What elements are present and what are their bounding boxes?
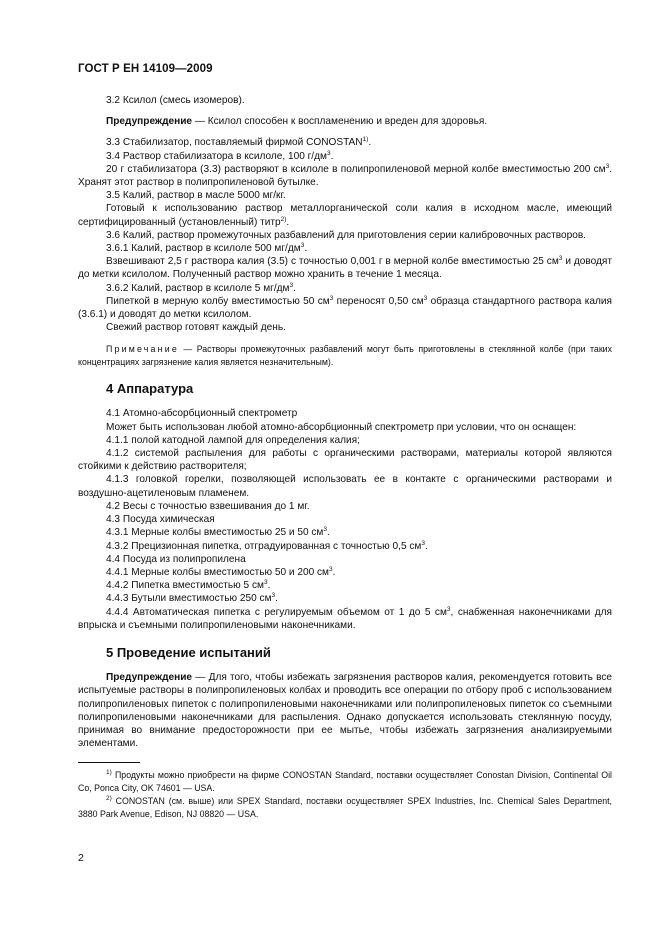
superscript: 3 bbox=[329, 294, 334, 302]
warning-label: Предупреждение bbox=[106, 672, 193, 684]
paragraph-4-2: 4.2 Весы с точностью взвешивания до 1 мг. bbox=[106, 500, 310, 512]
footnote-mark: 2) bbox=[106, 795, 112, 803]
paragraph-4-1-3: 4.1.3 головкой горелки, позволяющей использовать ее в контакте с органическими растворами и воздушно-ацетиленовым пламенем. bbox=[78, 474, 612, 499]
paragraph-4-4-2 bbox=[78, 579, 612, 592]
paragraph-3-3 bbox=[78, 136, 612, 149]
text: 4.4.1 Мерные колбы вместимостью 50 и 200 см bbox=[106, 566, 329, 578]
footnote-text: Продукты можно приобрести на фирме CONOSTAN Standard, поставки осуществляет Conostan Division, Continental Oil Co, Ponca City, OK 74601 — USA. bbox=[78, 770, 612, 794]
superscript: 3 bbox=[558, 255, 563, 263]
superscript: 3 bbox=[328, 565, 333, 573]
superscript: 3 bbox=[446, 605, 451, 613]
paragraph-3-5: 3.5 Калий, раствор в масле 5000 мг/кг. bbox=[106, 190, 286, 202]
paragraph-3-2: 3.2 Ксилол (смесь изомеров). bbox=[106, 95, 245, 106]
note-text: — Растворы промежуточных разбавлений могут быть приготовлены в стеклянной колбе (при таких концентрациях загрязнение калия является незначительным). bbox=[78, 344, 612, 367]
text: Взвешивают 2,5 г раствора калия (3.5) с точностью 0,001 г в мерной колбе вместимостью 25 см bbox=[106, 256, 559, 268]
superscript: 3 bbox=[263, 579, 268, 587]
superscript: 3 bbox=[289, 281, 294, 289]
paragraph-fresh: Свежий раствор готовят каждый день. bbox=[106, 322, 286, 334]
text: 4.4.4 Автоматическая пипетка с регулируемым объемом от 1 до 5 см bbox=[106, 606, 447, 618]
superscript: 3 bbox=[323, 526, 327, 534]
text: переносят 0,50 см bbox=[333, 295, 424, 307]
footnote-1 bbox=[78, 769, 612, 795]
note-label: Примечание bbox=[106, 344, 179, 355]
text: 20 г стабилизатора (3.3) растворяют в ксилоле в полипропиленовой мерной колбе вместимостью 200 см bbox=[106, 163, 606, 175]
section-5-title: 5 Проведение испытаний bbox=[106, 644, 271, 660]
superscript: 3 bbox=[271, 592, 276, 600]
paragraph-3-6-1 bbox=[78, 242, 612, 255]
text: 4.3.1 Мерные колбы вместимостью 25 и 50 см bbox=[106, 527, 324, 539]
text: 4.4.2 Пипетка вместимостью 5 см bbox=[106, 580, 264, 592]
text: . Хранят этот раствор в полипропиленовой бутылке. bbox=[78, 163, 612, 189]
footnote-ref: 1) bbox=[362, 136, 369, 144]
paragraph-4-1-1: 4.1.1 полой катодной лампой для определения калия; bbox=[106, 434, 360, 446]
paragraph-4-4: 4.4 Посуда из полипропилена bbox=[106, 553, 246, 565]
text: . bbox=[304, 243, 308, 255]
paragraph-3-6-2 bbox=[78, 282, 612, 295]
text: . bbox=[267, 580, 271, 592]
paragraph-4-4-4 bbox=[78, 606, 612, 632]
superscript: 3 bbox=[300, 242, 305, 250]
text: . bbox=[327, 527, 330, 539]
footnote-ref: 2) bbox=[280, 215, 287, 223]
paragraph-ready-solution bbox=[78, 202, 612, 228]
paragraph-4-1-2: 4.1.2 системой распыления для работы с органическими растворами, материалы которой являются стойкими к действию растворителя; bbox=[78, 448, 612, 473]
text: . bbox=[368, 137, 372, 149]
paragraph-weigh bbox=[78, 255, 612, 281]
text: 4.3.2 Прецизионная пипетка, отградуированная с точностью 0,5 см bbox=[106, 540, 422, 552]
text: 3.4 Раствор стабилизатора в ксилоле, 100 г/дм bbox=[106, 150, 327, 162]
text: Готовый к использованию раствор металлорганической соли калия в исходном масле, имеющий сертифицированный (установленный) титр bbox=[78, 203, 612, 228]
page-header: ГОСТ Р ЕН 14109—2009 bbox=[78, 63, 213, 75]
superscript: 3 bbox=[605, 162, 610, 170]
text: . bbox=[330, 150, 334, 162]
text: и доводят до метки ксилолом. Полученный раствор можно хранить в течение 1 месяца. bbox=[78, 256, 613, 281]
text: 3.6.1 Калий, раствор в ксилоле 500 мг/дм bbox=[106, 243, 301, 255]
paragraph-4-3-2 bbox=[78, 540, 612, 553]
paragraph-spectrometer: Может быть использован любой атомно-абсорбционный спектрометр при условии, что он оснащен: bbox=[106, 421, 577, 433]
superscript: 3 bbox=[326, 149, 331, 157]
text: 3.6.2 Калий, раствор в ксилоле 5 мг/дм bbox=[106, 282, 290, 294]
text: 3.3 Стабилизатор, поставляемый фирмой CONOSTAN bbox=[106, 137, 363, 149]
text: . bbox=[275, 593, 278, 605]
text: образца стандартного раствора калия (3.6.1) и доводят до метки ксилолом. bbox=[78, 295, 612, 321]
warning-text: — Для того, чтобы избежать загрязнения растворов калия, рекомендуется готовить все испытуемые растворы в полипропиленовых колбах и проводить все операции по отбору проб с использованием полипропиленовых пипеток с полипропиленовыми наконечниками или полипропиленовых пипеток со съемными полипропиленовыми наконечниками для распыления. Однако допускается использовать стеклянную посуду, принимая во внимание предосторожности при ее мытье, чтобы избежать загрязнения анализируемыми элементами. bbox=[78, 672, 612, 750]
warning-xylene bbox=[78, 115, 612, 128]
paragraph-4-4-1 bbox=[78, 566, 612, 579]
paragraph-3-6: 3.6 Калий, раствор промежуточных разбавлений для приготовления серии калибровочных растворов. bbox=[106, 229, 586, 241]
warning-text: — Ксилол способен к воспламенению и вреден для здоровья. bbox=[192, 116, 488, 128]
paragraph-stabilizer bbox=[78, 163, 612, 189]
paragraph-4-3: 4.3 Посуда химическая bbox=[106, 514, 215, 526]
paragraph-4-4-3 bbox=[78, 592, 612, 605]
page-number: 2 bbox=[78, 852, 84, 864]
footnote-divider bbox=[78, 762, 140, 763]
text: , снабженная наконечниками для впрыска и съемными полипропиленовыми наконечниками. bbox=[78, 606, 613, 631]
text: . bbox=[424, 540, 428, 552]
footnote-text: CONOSTAN (см. выше) или SPEX Standard, поставки осуществляет SPEX Industries, Inc. Chemical Sales Department, 3880 Park Avenue, Edison, NJ 08820 — USA. bbox=[78, 796, 612, 820]
text: 4.4.3 Бутыли вместимостью 250 см bbox=[106, 593, 272, 605]
warning-contamination bbox=[78, 671, 612, 750]
paragraph-4-3-1 bbox=[78, 526, 612, 539]
section-4-title: 4 Аппаратура bbox=[106, 381, 194, 397]
text: . bbox=[286, 216, 290, 228]
paragraph-3-4 bbox=[78, 150, 612, 163]
paragraph-pipette bbox=[78, 295, 612, 321]
warning-label: Предупреждение bbox=[106, 116, 193, 128]
document-body bbox=[78, 94, 612, 821]
paragraph-4-1: 4.1 Атомно-абсорбционный спектрометр bbox=[106, 408, 298, 420]
footnote-2 bbox=[78, 795, 612, 821]
superscript: 3 bbox=[421, 539, 425, 547]
note bbox=[78, 343, 612, 368]
superscript: 3 bbox=[423, 294, 428, 302]
text: . bbox=[332, 566, 336, 578]
text: Пипеткой в мерную колбу вместимостью 50 см bbox=[106, 295, 330, 307]
text: . bbox=[293, 282, 296, 294]
footnote-mark: 1) bbox=[106, 769, 112, 777]
